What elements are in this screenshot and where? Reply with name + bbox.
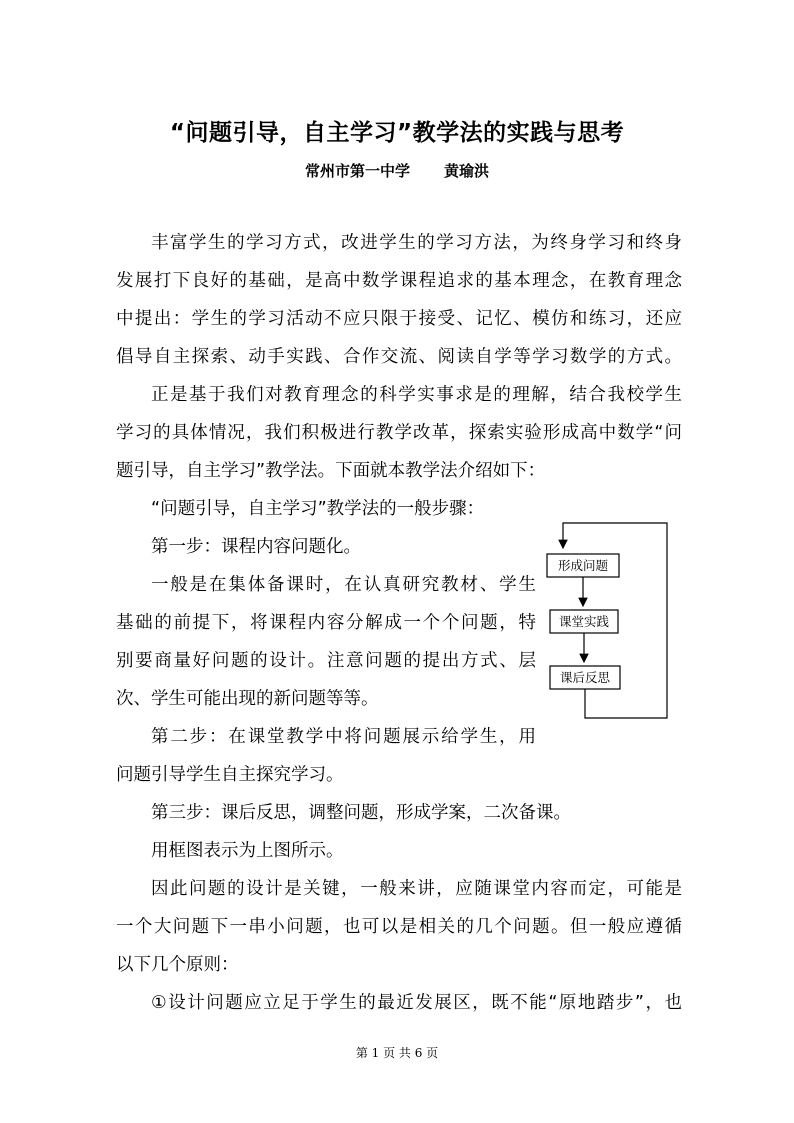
- flowchart-diagram: [530, 518, 680, 723]
- body-line: 题引导，自主学习”教学法。下面就本教学法介绍如下：: [116, 461, 546, 481]
- flow-box-label: 课后反思: [559, 670, 611, 685]
- body-line: 因此问题的设计是关键，一般来讲，应随课堂内容而定，可能是: [151, 879, 682, 899]
- body-line: 倡导自主探索、动手实践、合作交流、阅读自学等学习数学的方式。: [116, 347, 682, 367]
- body-line: 别要商量好问题的设计。注意问题的提出方式、层: [116, 651, 536, 671]
- flow-box-label: 课堂实践: [558, 614, 610, 629]
- body-line: 基础的前提下，将课程内容分解成一个个问题，特: [116, 613, 536, 633]
- step-two-line: 第二步：在课堂教学中将问题展示给学生，用: [151, 727, 536, 747]
- body-line: “问题引导，自主学习”教学法的一般步骤：: [151, 499, 485, 519]
- document-title: “问题引导，自主学习”教学法的实践与思考: [169, 120, 625, 146]
- body-line: 次、学生可能出现的新问题等等。: [116, 689, 379, 709]
- body-line: 发展打下良好的基础，是高中数学课程追求的基本理念，在教育理念: [116, 271, 682, 291]
- flow-box-label: 形成问题: [557, 558, 609, 573]
- step-one-heading: 第一步：课程内容问题化。: [151, 537, 361, 557]
- body-line: 丰富学生的学习方式，改进学生的学习方法，为终身学习和终身: [151, 233, 682, 253]
- author-line: [0, 160, 794, 181]
- body-line: 正是基于我们对教育理念的科学实事求是的理解，结合我校学生: [151, 385, 682, 405]
- body-line: 一般是在集体备课时，在认真研究教材、学生: [151, 575, 536, 595]
- step-three-line: 第三步：课后反思，调整问题，形成学案，二次备课。: [151, 803, 571, 823]
- body-line: 用框图表示为上图所示。: [151, 841, 344, 861]
- body-line: 问题引导学生自主探究学习。: [116, 765, 344, 785]
- author-school: 常州市第一中学: [304, 162, 410, 180]
- body-line: 以下几个原则：: [116, 955, 239, 975]
- page-footer: 第 1 页 共 6 页: [355, 1046, 439, 1060]
- body-line: 学习的具体情况，我们积极进行教学改革，探索实验形成高中数学“问: [116, 423, 682, 443]
- body-line: 一个大问题下一串小问题，也可以是相关的几个问题。但一般应遵循: [116, 917, 682, 937]
- body-line: 中提出：学生的学习活动不应只限于接受、记忆、模仿和练习，还应: [116, 309, 682, 329]
- author-name: 黄瑜洪: [444, 162, 490, 180]
- principle-one-line: ①设计问题应立足于学生的最近发展区，既不能“原地踏步”，也: [151, 993, 682, 1013]
